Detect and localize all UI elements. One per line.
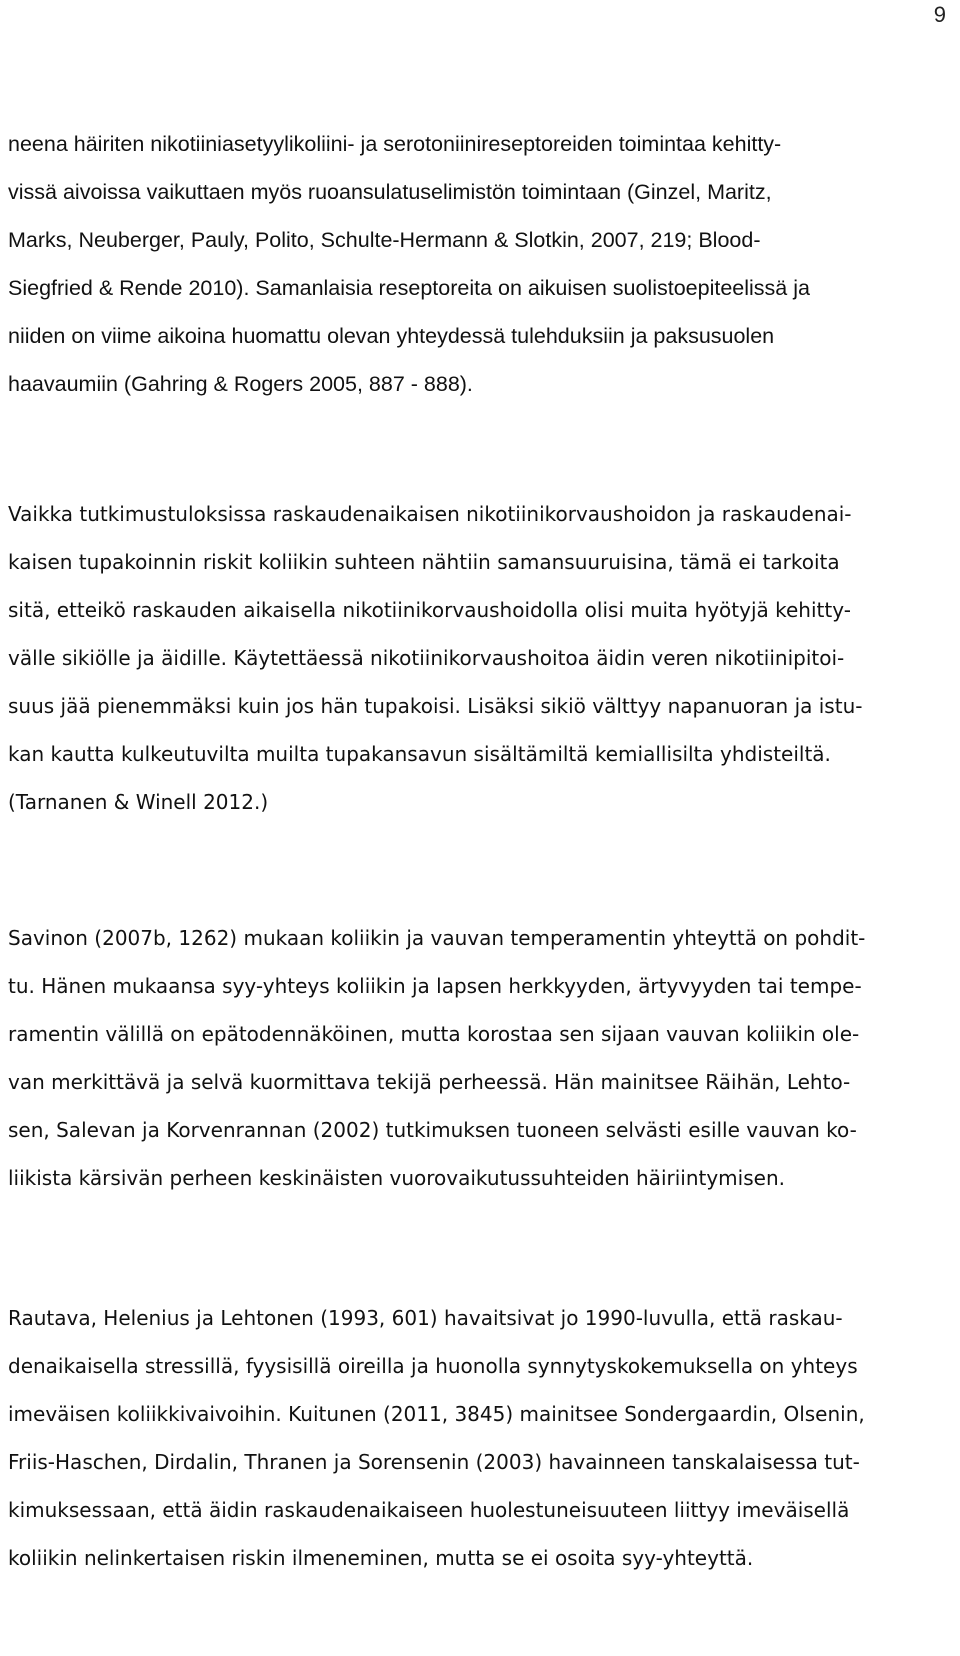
paragraph-2 [8, 490, 948, 826]
text-line: imeväisen koliikkivaivoihin. Kuitunen (2011, 3845) mainitsee Sondergaardin, Olsenin, [8, 1402, 865, 1426]
text-line: van merkittävä ja selvä kuormittava tekijä perheessä. Hän mainitsee Räihän, Lehto- [8, 1070, 851, 1094]
text-line: haavaumiin (Gahring & Rogers 2005, 887 - 888). [8, 372, 473, 396]
text-line: ramentin välillä on epätodennäköinen, mutta korostaa sen sijaan vauvan koliikin ole- [8, 1022, 860, 1046]
page-number: 9 [933, 2, 946, 27]
text-line: sen, Salevan ja Korvenrannan (2002) tutkimuksen tuoneen selvästi esille vauvan ko- [8, 1118, 857, 1142]
paragraph-4 [8, 1294, 948, 1582]
text-line: kaisen tupakoinnin riskit koliikin suhteen nähtiin samansuuruisina, tämä ei tarkoita [8, 550, 840, 574]
text-line: välle sikiölle ja äidille. Käytettäessä nikotiinikorvaushoitoa äidin veren nikotiinipitoi- [8, 646, 845, 670]
text-line: denaikaisella stressillä, fyysisillä oireilla ja huonolla synnytyskokemuksella on yhteys [8, 1354, 858, 1378]
text-line: Vaikka tutkimustuloksissa raskaudenaikaisen nikotiinikorvaushoidon ja raskaudenai- [8, 502, 852, 526]
text-line: suus jää pienemmäksi kuin jos hän tupakoisi. Lisäksi sikiö välttyy napanuoran ja istu- [8, 694, 863, 718]
text-line: niiden on viime aikoina huomattu olevan yhteydessä tulehduksiin ja paksusuolen [8, 324, 775, 348]
text-line: Friis-Haschen, Dirdalin, Thranen ja Sorensenin (2003) havainneen tanskalaisessa tut- [8, 1450, 860, 1474]
text-line: kimuksessaan, että äidin raskaudenaikaiseen huolestuneisuuteen liittyy imeväisellä [8, 1498, 850, 1522]
text-line: neena häiriten nikotiiniasetyylikoliini- ja serotoniinireseptoreiden toimintaa kehitty- [8, 132, 782, 156]
text-line: sitä, etteikö raskauden aikaisella nikotiinikorvaushoidolla olisi muita hyötyjä kehitty- [8, 598, 851, 622]
text-line: vissä aivoissa vaikuttaen myös ruoansulatuselimistön toimintaan (Ginzel, Maritz, [8, 180, 772, 204]
text-line: (Tarnanen & Winell 2012.) [8, 790, 269, 814]
text-line: koliikin nelinkertaisen riskin ilmeneminen, mutta se ei osoita syy-yhteyttä. [8, 1546, 754, 1570]
paragraph-3 [8, 914, 948, 1202]
text-line: kan kautta kulkeutuvilta muilta tupakansavun sisältämiltä kemiallisilta yhdisteiltä. [8, 742, 831, 766]
text-line: Marks, Neuberger, Pauly, Polito, Schulte-Hermann & Slotkin, 2007, 219; Blood- [8, 228, 761, 252]
text-line: tu. Hänen mukaansa syy-yhteys koliikin ja lapsen herkkyyden, ärtyvyyden tai tempe- [8, 974, 862, 998]
text-line: Siegfried & Rende 2010). Samanlaisia reseptoreita on aikuisen suolistoepiteelissä ja [8, 276, 810, 300]
text-line: Rautava, Helenius ja Lehtonen (1993, 601) havaitsivat jo 1990-luvulla, että raskau- [8, 1306, 843, 1330]
paragraph-1 [8, 120, 948, 408]
text-line: liikista kärsivän perheen keskinäisten vuorovaikutussuhteiden häiriintymisen. [8, 1166, 785, 1190]
text-line: Savinon (2007b, 1262) mukaan koliikin ja vauvan temperamentin yhteyttä on pohdit- [8, 926, 866, 950]
